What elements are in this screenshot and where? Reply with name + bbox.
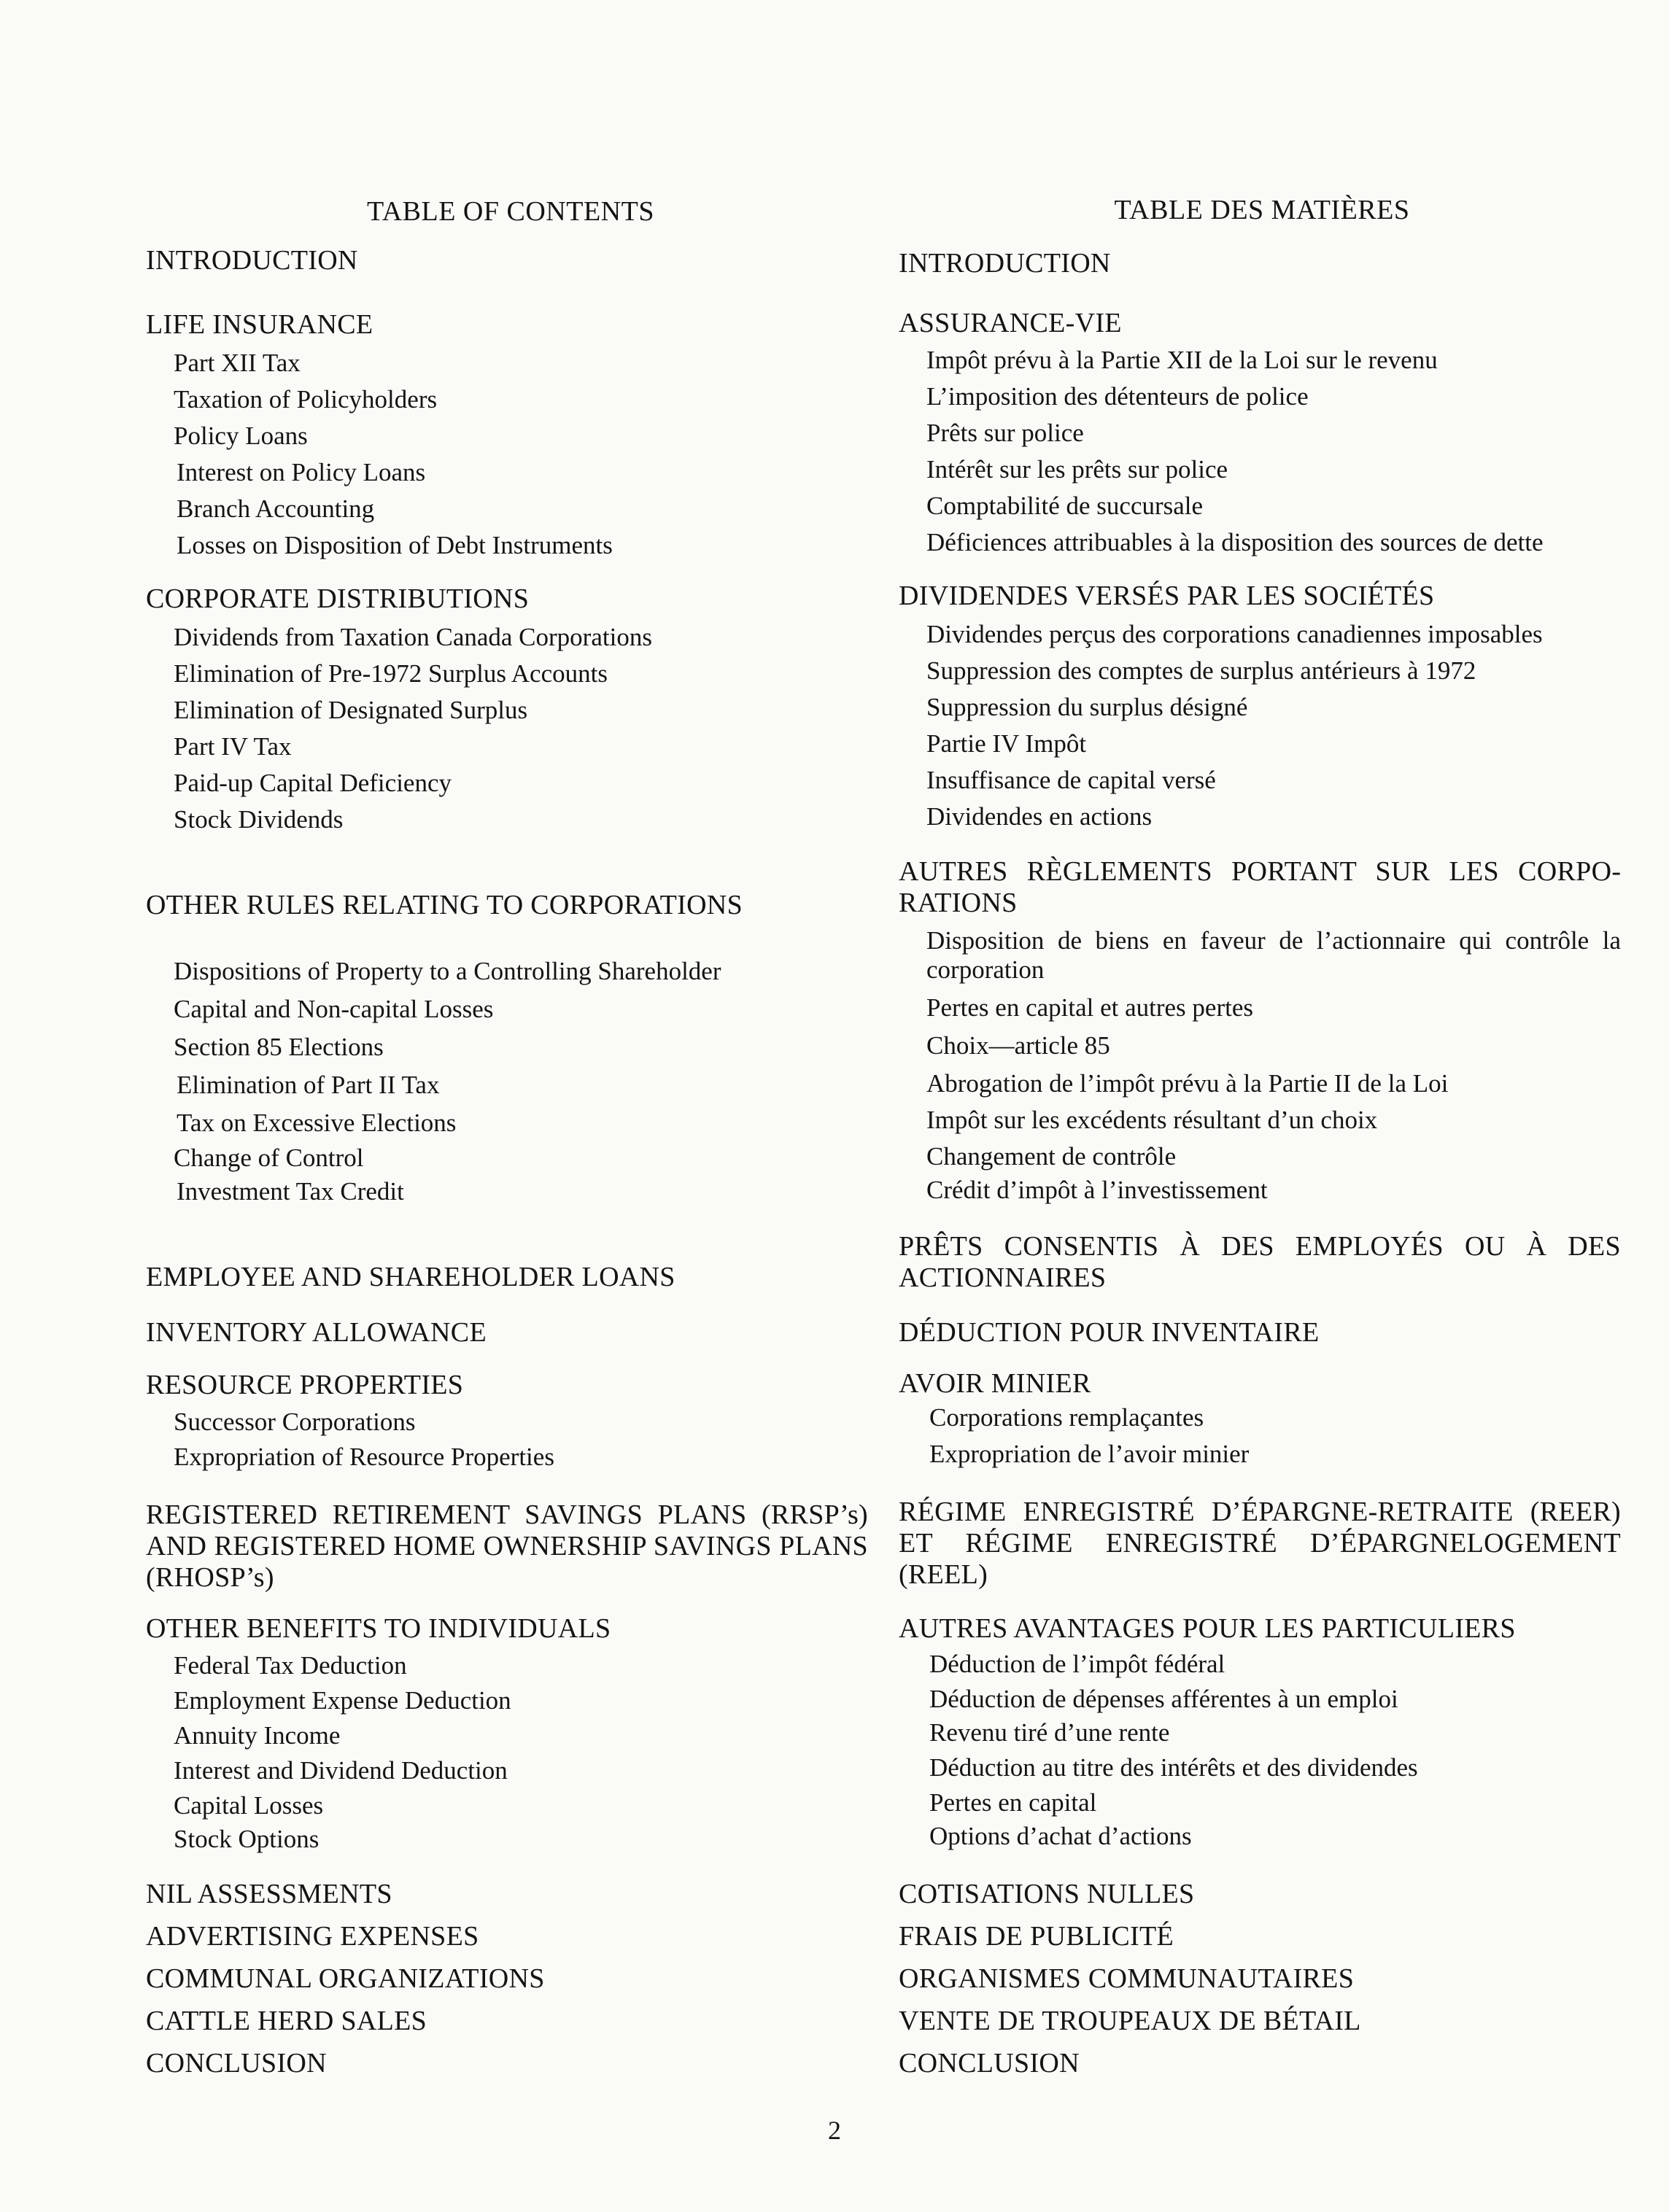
fr-heading-prets: PRÊTS CONSENTIS À DES EMPLOYÉS OU À DES ACTIONNAIRES [899,1231,1621,1293]
fr-item: Dividendes perçus des corporations canadiennes imposables [926,620,1543,648]
en-heading-other-benefits: OTHER BENEFITS TO INDIVIDUALS [146,1613,611,1644]
en-heading-advertising: ADVERTISING EXPENSES [146,1921,479,1952]
fr-item: Déficiences attribuables à la disposition des sources de dette [926,528,1544,556]
en-heading-cattle: CATTLE HERD SALES [146,2006,427,2036]
fr-heading-reer: RÉGIME ENREGISTRÉ D’ÉPARGNE-RETRAITE (REER) ET RÉGIME ENREGISTRÉ D’ÉPARGNELOGEMENT (REEL) [899,1497,1621,1590]
fr-item: L’imposition des détenteurs de police [926,382,1309,411]
fr-item: Déduction au titre des intérêts et des dividendes [929,1753,1418,1782]
english-title: TABLE OF CONTENTS [367,196,654,227]
fr-item: Insuffisance de capital versé [926,766,1216,794]
en-heading-inventory-allowance: INVENTORY ALLOWANCE [146,1317,487,1348]
fr-heading-autres-avantages: AUTRES AVANTAGES POUR LES PARTICULIERS [899,1613,1516,1644]
en-heading-corporate-distributions: CORPORATE DISTRIBUTIONS [146,583,530,614]
fr-item: Comptabilité de succursale [926,492,1204,520]
en-item: Part XII Tax [174,349,301,377]
fr-heading-cotisations: COTISATIONS NULLES [899,1879,1195,1909]
en-item: Part IV Tax [174,732,292,761]
en-item: Investment Tax Credit [177,1177,404,1206]
en-item: Successor Corporations [174,1408,416,1436]
fr-item: Impôt prévu à la Partie XII de la Loi sur le revenu [926,346,1438,374]
fr-item: Intérêt sur les prêts sur police [926,455,1228,484]
en-heading-introduction: INTRODUCTION [146,245,358,276]
fr-heading-assurance-vie: ASSURANCE-VIE [899,308,1122,338]
fr-item: Déduction de dépenses afférentes à un emploi [929,1685,1398,1713]
fr-item: Crédit d’impôt à l’investissement [926,1176,1268,1204]
en-item: Stock Dividends [174,805,344,834]
en-heading-other-rules: OTHER RULES RELATING TO CORPORATIONS [146,890,743,920]
en-item: Losses on Disposition of Debt Instruments [177,531,613,559]
fr-item: Pertes en capital [929,1788,1097,1817]
fr-item: Abrogation de l’impôt prévu à la Partie II de la Loi [926,1069,1449,1098]
en-heading-nil-assessments: NIL ASSESSMENTS [146,1879,392,1909]
en-heading-communal: COMMUNAL ORGANIZATIONS [146,1963,545,1994]
en-item: Interest on Policy Loans [177,458,426,486]
fr-heading-deduction-inventaire: DÉDUCTION POUR INVENTAIRE [899,1317,1320,1348]
en-item: Dispositions of Property to a Controlling Shareholder [174,957,721,985]
fr-item: Pertes en capital et autres pertes [926,993,1253,1022]
en-item: Annuity Income [174,1721,341,1750]
en-item: Change of Control [174,1144,364,1172]
fr-heading-avoir-minier: AVOIR MINIER [899,1368,1091,1399]
en-item: Policy Loans [174,422,308,450]
en-item: Capital Losses [174,1791,324,1820]
fr-item: Dividendes en actions [926,802,1153,831]
en-heading-life-insurance: LIFE INSURANCE [146,309,373,340]
fr-item: Revenu tiré d’une rente [929,1718,1170,1747]
en-item: Elimination of Part II Tax [177,1071,440,1099]
french-title: TABLE DES MATIÈRES [1114,195,1410,225]
fr-heading-dividendes: DIVIDENDES VERSÉS PAR LES SOCIÉTÉS [899,581,1435,611]
en-item: Interest and Dividend Deduction [174,1756,508,1785]
fr-item-text: Disposition de biens en faveur de l’actionnaire qui contrôle la corporation [926,926,1621,984]
fr-item: Suppression des comptes de surplus antérieurs à 1972 [926,656,1476,685]
fr-heading-organismes: ORGANISMES COMMUNAUTAIRES [899,1963,1355,1994]
fr-heading-autres-reglements: AUTRES RÈGLEMENTS PORTANT SUR LES CORPORATIONS [899,856,1621,918]
en-item: Branch Accounting [177,494,375,523]
fr-item: Choix—article 85 [926,1031,1110,1060]
fr-item: Corporations remplaçantes [929,1403,1204,1432]
fr-heading-conclusion: CONCLUSION [899,2048,1080,2079]
en-item: Section 85 Elections [174,1033,384,1061]
fr-item: Suppression du surplus désigné [926,693,1248,721]
en-heading-employee-loans: EMPLOYEE AND SHAREHOLDER LOANS [146,1262,675,1292]
en-item: Paid-up Capital Deficiency [174,769,452,797]
fr-item: Impôt sur les excédents résultant d’un choix [926,1106,1378,1134]
en-heading-resource-properties: RESOURCE PROPERTIES [146,1370,464,1400]
fr-item: Prêts sur police [926,419,1084,447]
en-item: Expropriation of Resource Properties [174,1443,554,1471]
fr-item: Déduction de l’impôt fédéral [929,1650,1225,1678]
en-item: Tax on Excessive Elections [177,1109,457,1137]
fr-heading-frais: FRAIS DE PUBLICITÉ [899,1921,1174,1952]
en-heading-rrsp: REGISTERED RETIREMENT SAVINGS PLANS (RRSP’s) AND REGISTERED HOME OWNERSHIP SAVINGS PLANS (RHOSP’s) [146,1499,868,1593]
en-item: Employment Expense Deduction [174,1686,511,1715]
fr-item: Changement de contrôle [926,1142,1177,1171]
en-item: Taxation of Policyholders [174,385,438,414]
fr-item: Options d’achat d’actions [929,1822,1192,1850]
en-item: Stock Options [174,1825,320,1853]
en-item: Federal Tax Deduction [174,1651,407,1680]
en-item: Elimination of Pre-1972 Surplus Accounts [174,659,608,688]
fr-heading-introduction: INTRODUCTION [899,248,1111,279]
fr-item [926,926,1621,985]
page-number: 2 [828,2116,841,2145]
en-item: Elimination of Designated Surplus [174,696,528,724]
en-item: Capital and Non-capital Losses [174,995,494,1023]
fr-item: Expropriation de l’avoir minier [929,1440,1250,1468]
en-heading-conclusion: CONCLUSION [146,2048,327,2079]
fr-heading-vente: VENTE DE TROUPEAUX DE BÉTAIL [899,2006,1361,2036]
en-item: Dividends from Taxation Canada Corporations [174,623,652,651]
fr-item: Partie IV Impôt [926,729,1087,758]
